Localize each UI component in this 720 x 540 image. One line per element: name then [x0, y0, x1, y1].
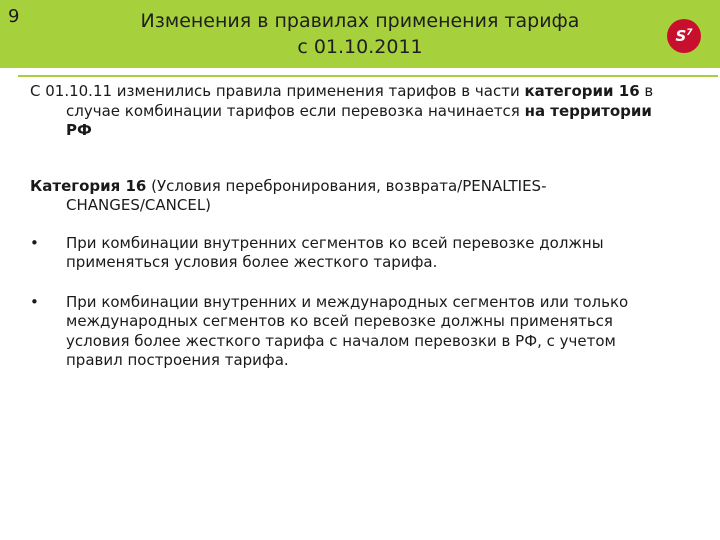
header-bar [0, 0, 720, 68]
intro-text-1: С 01.10.11 изменились правила применения тарифов в части [30, 82, 525, 100]
bullet-icon: • [30, 292, 39, 311]
list-item [30, 234, 670, 273]
slide-title [100, 8, 620, 60]
list-item-text: При комбинации внутренних и международных сегментов или только международных сегментов ко всей перевозке должны применяться условия более жесткого тарифа с началом перевозки в РФ, с учетом правил построения тарифа. [66, 292, 629, 369]
s7-logo [667, 19, 701, 53]
title-line-2: с 01.10.2011 [297, 36, 423, 58]
intro-bold-2: на территории РФ [66, 101, 652, 139]
bullet-icon: • [30, 233, 39, 252]
slide-content [30, 82, 670, 391]
intro-bold-1: категории 16 [524, 82, 640, 100]
list-item-text: При комбинации внутренних сегментов ко всей перевозке должны применяться условия более жесткого тарифа. [66, 233, 604, 271]
slide-number: 9 [8, 6, 20, 27]
rules-list [30, 234, 670, 371]
header-divider [18, 75, 718, 77]
title-line-1: Изменения в правилах применения тарифа [140, 10, 580, 32]
intro-paragraph [30, 82, 670, 141]
intro-text-2: в случае комбинации тарифов если перевозка начинается [66, 82, 654, 120]
list-item [30, 293, 670, 371]
category-label: Категория 16 [30, 176, 147, 195]
logo-number: 7 [686, 28, 693, 38]
category-paragraph [30, 177, 670, 216]
category-text: (Условия перебронирования, возврата/PENALTIES-CHANGES/CANCEL) [66, 176, 547, 214]
logo-letter: S [675, 27, 687, 45]
